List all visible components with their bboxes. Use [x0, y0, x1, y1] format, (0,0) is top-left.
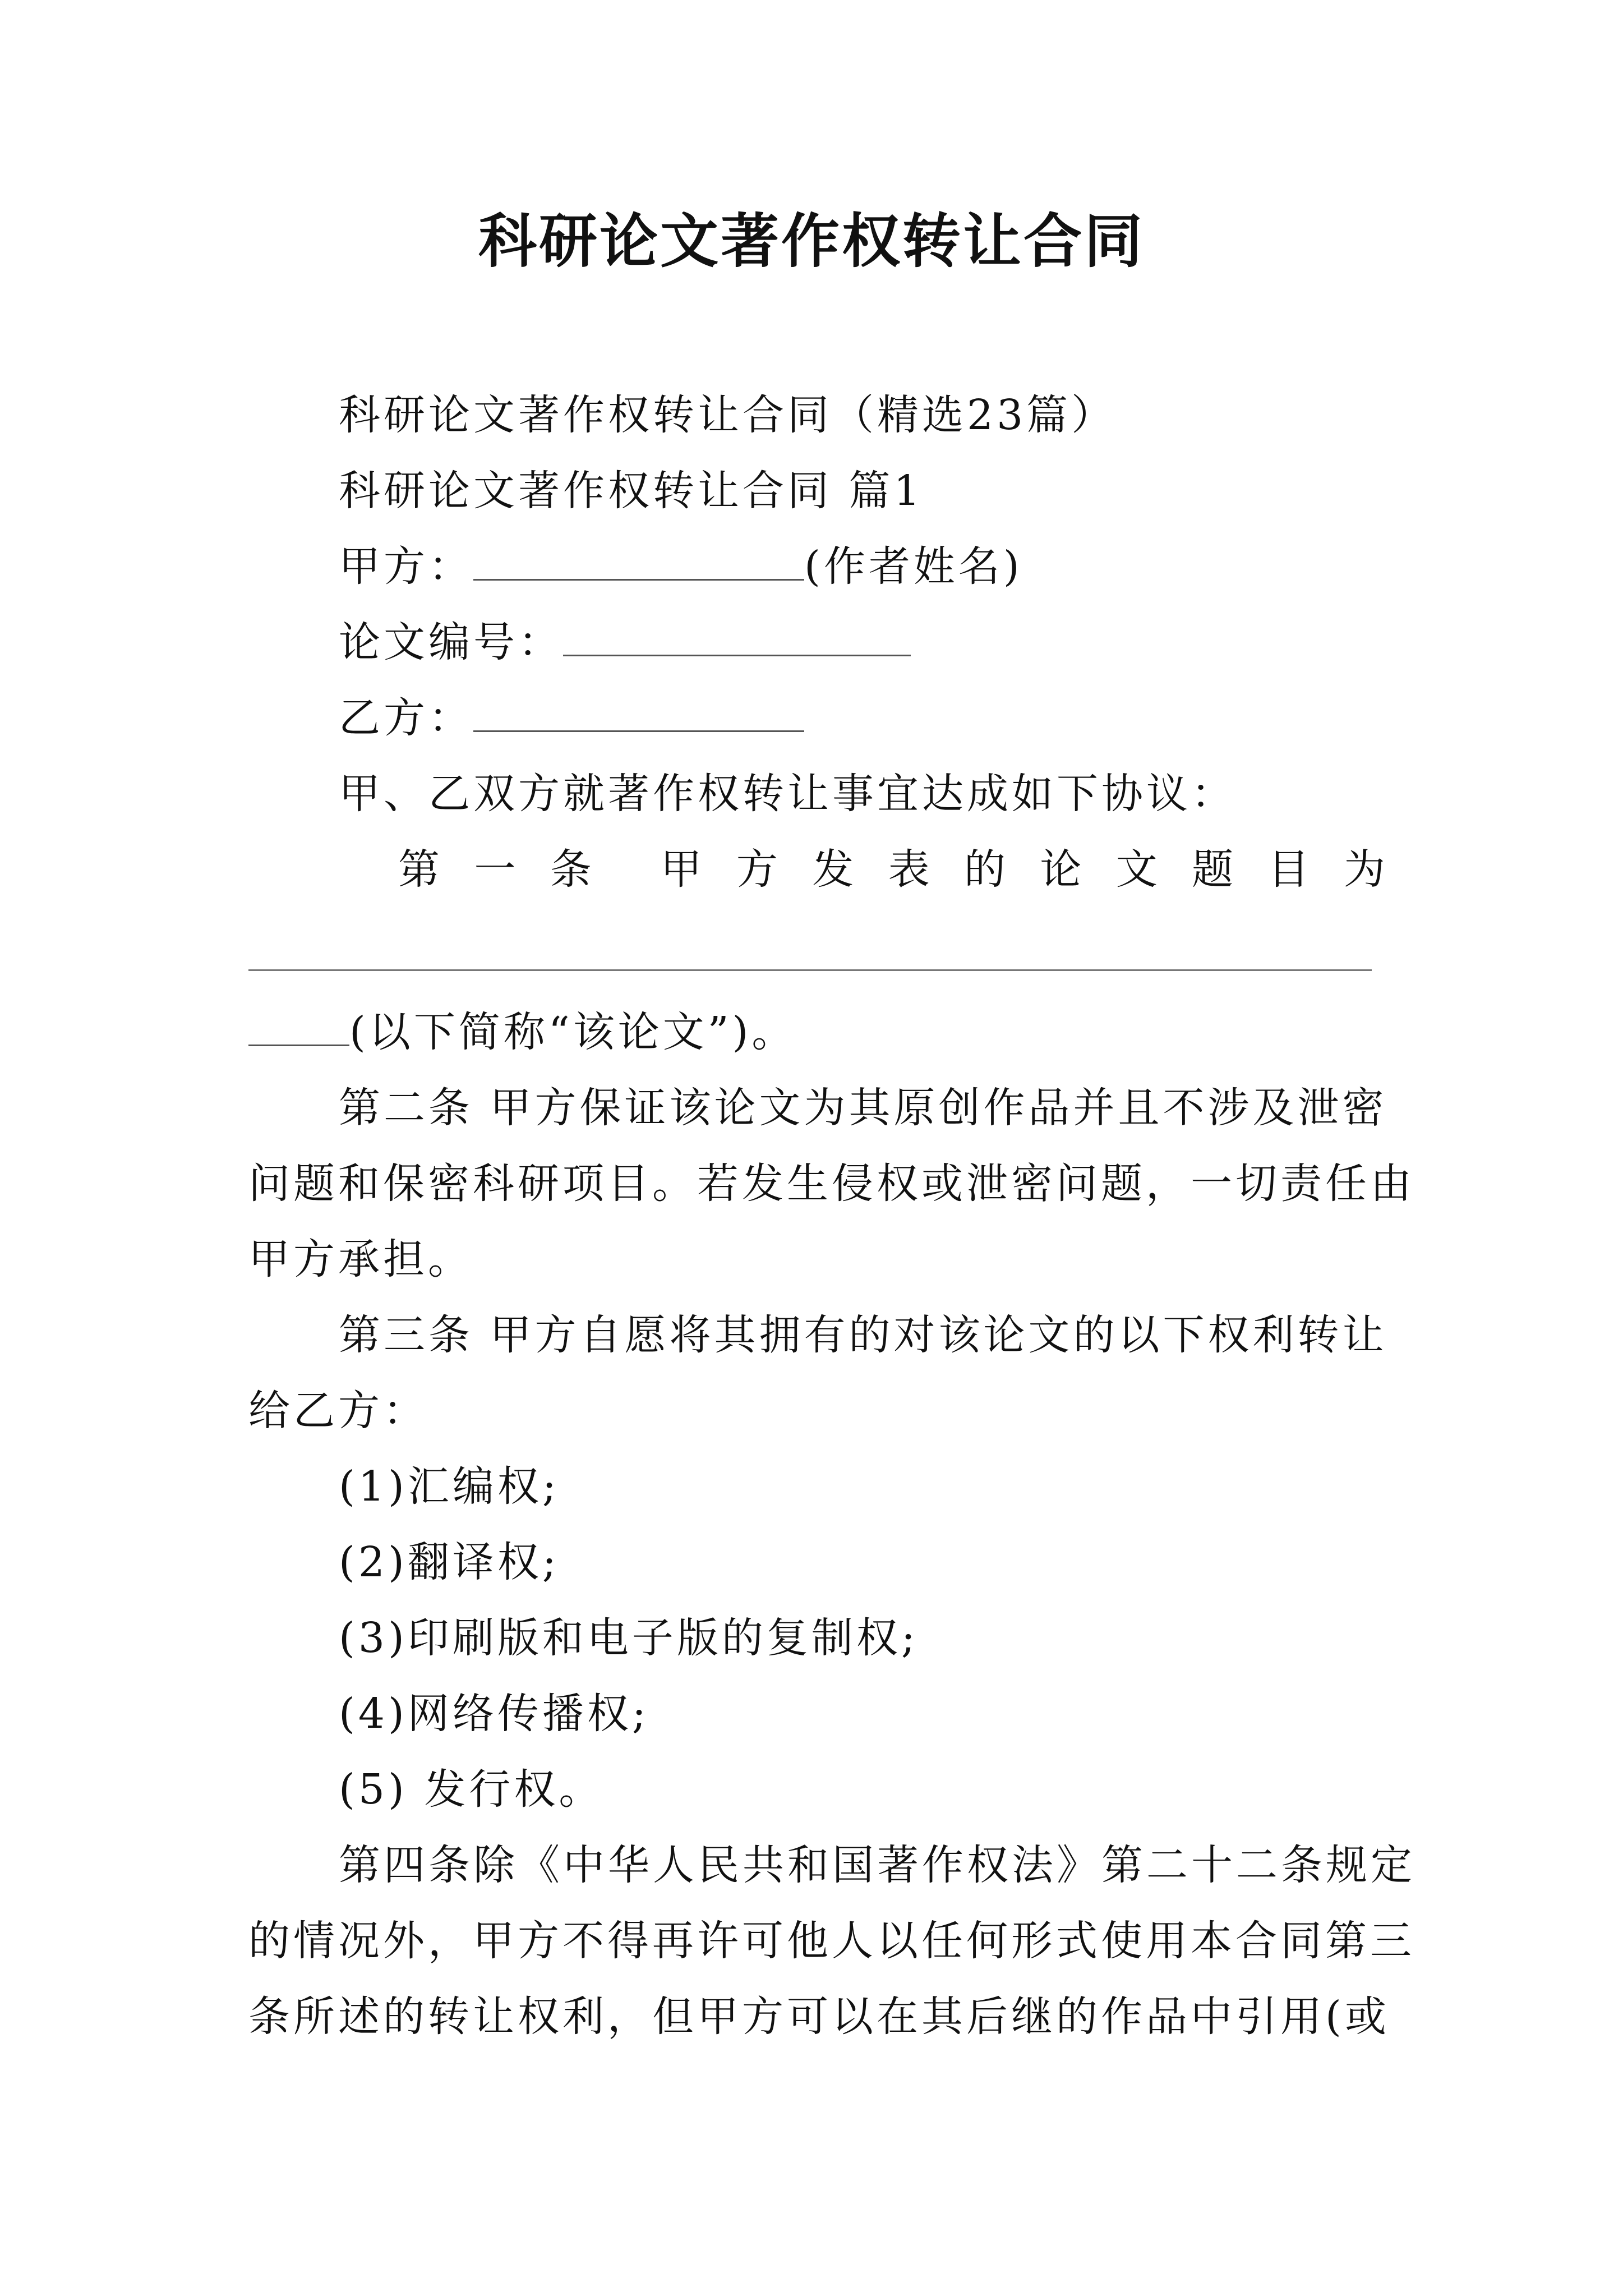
article1-word: 的	[964, 845, 1006, 894]
article1-word: 甲	[660, 845, 702, 894]
article1-word: 方	[736, 845, 778, 894]
paper-number-blank	[563, 621, 911, 656]
article1-continuation: (以下简称“该论文”)。	[349, 1008, 797, 1056]
article4-line: 第四条除《中华人民共和国著作权法》第二十二条规定	[339, 1841, 1415, 1889]
party-b-label: 乙方：	[339, 694, 473, 742]
right-item: (3)印刷版和电子版的复制权;	[339, 1614, 919, 1662]
article1-word: 发	[812, 845, 854, 894]
section-heading: 科研论文著作权转让合同 篇1	[339, 467, 924, 515]
article1-word: 论	[1040, 845, 1082, 894]
article1-word: 一	[474, 845, 516, 894]
right-item: (2)翻译权;	[339, 1538, 560, 1586]
party-b-line	[339, 690, 804, 746]
article1-word: 为	[1343, 845, 1385, 894]
article1-short-blank	[248, 1011, 349, 1046]
article4-line: 条所述的转让权利，但甲方可以在其后继的作品中引用(或	[248, 1993, 1390, 2041]
article3-line: 给乙方：	[248, 1387, 428, 1435]
article2-line: 问题和保密科研项目。若发生侵权或泄密问题，一切责任由	[248, 1159, 1415, 1208]
right-item: (4)网络传播权;	[339, 1690, 649, 1738]
article1-word: 表	[888, 845, 930, 894]
party-b-blank	[473, 697, 804, 732]
article1-title-blank	[248, 969, 1372, 971]
party-a-suffix: (作者姓名)	[804, 542, 1023, 591]
party-a-label: 甲方：	[339, 542, 473, 591]
document-title: 科研论文著作权转让合同	[478, 206, 1145, 275]
party-a-blank	[473, 545, 804, 581]
article1-word: 文	[1115, 845, 1158, 894]
article2-line: 第二条 甲方保证该论文为其原创作品并且不涉及泄密	[339, 1084, 1387, 1132]
article1-continuation-line	[248, 1004, 796, 1060]
paper-number-label: 论文编号：	[339, 618, 563, 666]
document-subtitle: 科研论文著作权转让合同（精选23篇）	[339, 391, 1117, 439]
article1-word: 第	[398, 845, 440, 894]
article1-first-line	[398, 841, 1385, 898]
right-item: (5) 发行权。	[339, 1765, 604, 1814]
paper-number-line	[339, 614, 911, 670]
article4-line: 的情况外，甲方不得再许可他人以任何形式使用本合同第三	[248, 1917, 1415, 1965]
article2-line: 甲方承担。	[248, 1235, 473, 1283]
article1-word: 目	[1267, 845, 1310, 894]
agreement-intro: 甲、乙双方就著作权转让事宜达成如下协议：	[339, 770, 1236, 818]
article1-word: 条	[550, 845, 592, 894]
article3-line: 第三条 甲方自愿将其拥有的对该论文的以下权利转让	[339, 1311, 1387, 1359]
article1-word: 题	[1192, 845, 1234, 894]
party-a-line	[339, 539, 1023, 595]
right-item: (1)汇编权;	[339, 1462, 560, 1511]
